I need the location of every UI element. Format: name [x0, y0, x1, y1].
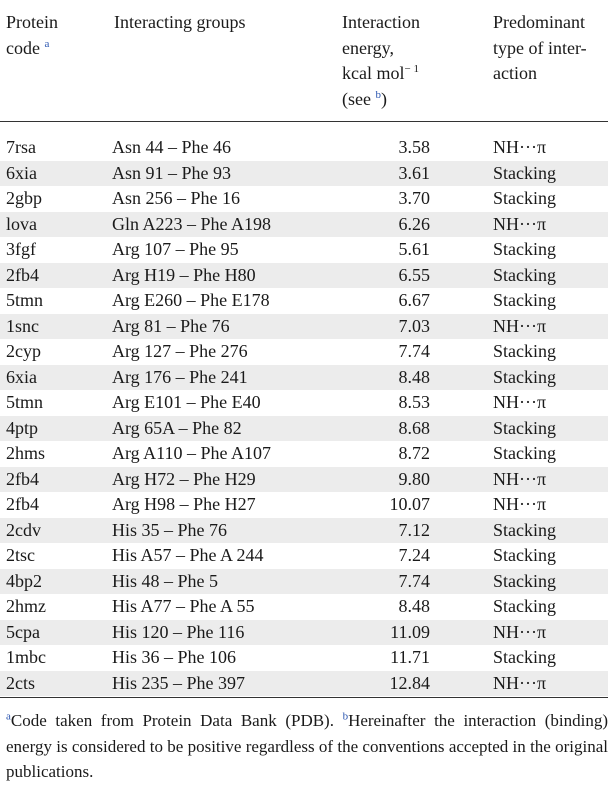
cell-protein-code: 5tmn — [6, 290, 44, 310]
cell-interacting-groups: Asn 256 – Phe 16 — [112, 188, 241, 208]
cell-interacting-groups: His 48 – Phe 5 — [112, 570, 219, 591]
cell-interacting-groups: Asn 44 – Phe 46 — [112, 137, 232, 157]
cell-interacting-groups: His 235 – Phe 397 — [112, 672, 246, 693]
cell-interaction-type: Stacking — [493, 570, 556, 591]
cell-interaction-energy: 3.61 — [398, 162, 430, 183]
table-row — [0, 492, 608, 518]
cell-interaction-energy: 7.24 — [398, 545, 430, 565]
header-interaction-energy — [342, 10, 482, 112]
header-type-line3: action — [493, 63, 537, 83]
cell-interaction-type: NH···π — [493, 468, 547, 489]
cell-interacting-groups: His 35 – Phe 76 — [112, 519, 228, 540]
cell-interaction-type: NH···π — [493, 137, 547, 157]
cell-interaction-type: Stacking — [493, 162, 556, 183]
cell-interacting-groups: Arg 81 – Phe 76 — [112, 315, 230, 336]
cell-interaction-energy: 7.74 — [398, 341, 430, 361]
cell-interaction-type: Stacking — [493, 519, 556, 540]
cell-protein-code: 1snc — [6, 315, 39, 336]
cell-interaction-type: Stacking — [493, 366, 556, 387]
cell-interaction-type: NH···π — [493, 392, 547, 412]
table-row — [0, 212, 608, 238]
cell-interaction-type: NH···π — [493, 621, 547, 642]
footnote-b-text: Hereinafter the interaction (binding) energy is considered to be positive regardless of the conventions accepted in the original publications. — [6, 711, 608, 781]
table-row — [0, 314, 608, 340]
cell-protein-code: 2gbp — [6, 188, 42, 208]
header-energy-close: ) — [380, 88, 387, 109]
cell-interaction-energy: 3.70 — [398, 188, 430, 208]
cell-protein-code: 5tmn — [6, 392, 44, 412]
header-interacting-groups: Interacting groups — [114, 12, 246, 32]
cell-interaction-type: Stacking — [493, 443, 556, 463]
cell-protein-code: 2fb4 — [6, 468, 39, 489]
cell-protein-code: 2cts — [6, 672, 35, 693]
cell-interaction-energy: 12.84 — [389, 672, 430, 693]
cell-interaction-energy: 8.48 — [398, 596, 430, 616]
cell-interaction-energy: 8.53 — [398, 392, 430, 412]
cell-interaction-energy: 10.07 — [389, 494, 430, 514]
cell-interaction-type: Stacking — [493, 417, 556, 438]
header-interaction-type — [493, 10, 610, 87]
cell-interaction-type: NH···π — [493, 315, 547, 336]
cell-interaction-type: Stacking — [493, 188, 556, 208]
cell-interacting-groups: Arg E101 – Phe E40 — [112, 392, 261, 412]
cell-interacting-groups: His A77 – Phe A 55 — [112, 596, 255, 616]
footnote-a-marker: a — [44, 37, 50, 50]
table-row — [0, 569, 608, 595]
cell-protein-code: 6xia — [6, 162, 37, 183]
cell-interaction-energy: 9.80 — [398, 468, 430, 489]
cell-protein-code: 7rsa — [6, 137, 36, 157]
cell-interacting-groups: Arg H98 – Phe H27 — [112, 494, 256, 514]
table-row — [0, 339, 608, 365]
cell-interacting-groups: Arg 176 – Phe 241 — [112, 366, 248, 387]
cell-interaction-energy: 8.72 — [398, 443, 430, 463]
table-row — [0, 186, 608, 212]
table-body — [0, 135, 608, 696]
cell-interaction-energy: 11.71 — [390, 647, 430, 667]
header-unit-exponent: − 1 — [404, 63, 419, 75]
footnote-a-label: a — [6, 710, 11, 723]
cell-protein-code: 2hmz — [6, 596, 46, 616]
cell-interaction-type: Stacking — [493, 264, 556, 285]
cell-protein-code: 1mbc — [6, 647, 46, 667]
table-row — [0, 441, 608, 467]
table-row — [0, 263, 608, 289]
cell-interacting-groups: Arg 127 – Phe 276 — [112, 341, 248, 361]
cell-interaction-type: Stacking — [493, 290, 556, 310]
cell-protein-code: 2tsc — [6, 545, 35, 565]
cell-interaction-type: Stacking — [493, 545, 556, 565]
footnote-b-label: b — [342, 710, 349, 723]
cell-protein-code: 6xia — [6, 366, 37, 387]
cell-protein-code: 2hms — [6, 443, 46, 463]
cell-interacting-groups: Arg A110 – Phe A107 — [112, 443, 272, 463]
table-row — [0, 390, 608, 416]
cell-interacting-groups: Arg E260 – Phe E178 — [112, 290, 270, 310]
cell-interaction-type: Stacking — [493, 647, 556, 667]
cell-interacting-groups: Arg 107 – Phe 95 — [112, 239, 239, 259]
cell-interaction-type: NH···π — [493, 213, 547, 234]
cell-interaction-energy: 8.48 — [398, 366, 430, 387]
table-row — [0, 594, 608, 620]
bottom-rule — [0, 697, 608, 698]
header-rule — [0, 121, 608, 122]
cell-interaction-type: NH···π — [493, 494, 547, 514]
cell-interaction-energy: 6.26 — [398, 213, 430, 234]
cell-interaction-energy: 7.03 — [398, 315, 430, 336]
cell-interaction-energy: 5.61 — [398, 239, 430, 259]
table-footnotes — [6, 708, 608, 785]
cell-interaction-type: Stacking — [493, 596, 556, 616]
cell-interaction-energy: 8.68 — [398, 417, 430, 438]
cell-interacting-groups: Gln A223 – Phe A198 — [112, 213, 272, 234]
cell-protein-code: 2cdv — [6, 519, 41, 540]
cell-interaction-energy: 7.12 — [398, 519, 430, 540]
table-row — [0, 620, 608, 646]
table-row — [0, 288, 608, 314]
table-row — [0, 671, 608, 697]
table-row — [0, 416, 608, 442]
cell-protein-code: 4bp2 — [6, 570, 42, 591]
table-row — [0, 365, 608, 391]
cell-interaction-type: NH···π — [493, 672, 547, 693]
cell-interaction-energy: 11.09 — [390, 621, 430, 642]
cell-interaction-energy: 7.74 — [398, 570, 430, 591]
cell-protein-code: 2cyp — [6, 341, 41, 361]
cell-interacting-groups: Arg 65A – Phe 82 — [112, 417, 242, 438]
header-type-line1: Predominant — [493, 12, 585, 32]
cell-protein-code: 3fgf — [6, 239, 36, 259]
header-energy-see: (see — [342, 88, 371, 109]
header-energy-unit: kcal mol — [342, 63, 405, 83]
table-row — [0, 518, 608, 544]
cell-interacting-groups: Arg H19 – Phe H80 — [112, 264, 256, 285]
cell-interacting-groups: His 120 – Phe 116 — [112, 621, 245, 642]
cell-interaction-type: Stacking — [493, 341, 556, 361]
table-header — [0, 10, 610, 118]
cell-interaction-energy: 6.67 — [398, 290, 430, 310]
header-type-line2: type of inter- — [493, 37, 587, 58]
cell-interaction-type: Stacking — [493, 239, 556, 259]
cell-protein-code: 2fb4 — [6, 264, 39, 285]
header-protein-code — [6, 10, 106, 61]
cell-interacting-groups: Arg H72 – Phe H29 — [112, 468, 256, 489]
table-row — [0, 135, 608, 161]
cell-protein-code: 2fb4 — [6, 494, 39, 514]
header-protein-line2: code — [6, 37, 40, 58]
cell-protein-code: 4ptp — [6, 417, 39, 438]
table-row — [0, 237, 608, 263]
cell-interacting-groups: Asn 91 – Phe 93 — [112, 162, 232, 183]
cell-interaction-energy: 6.55 — [398, 264, 430, 285]
cell-interacting-groups: His A57 – Phe A 244 — [112, 545, 264, 565]
cell-interaction-energy: 3.58 — [398, 137, 430, 157]
header-protein-line1: Protein — [6, 12, 58, 32]
table-row — [0, 467, 608, 493]
cell-protein-code: 5cpa — [6, 621, 40, 642]
table-row — [0, 645, 608, 671]
cell-protein-code: lova — [6, 213, 37, 234]
footnote-a-text: Code taken from Protein Data Bank (PDB). — [10, 711, 334, 730]
footnote-b-marker: b — [375, 88, 381, 101]
table-row — [0, 543, 608, 569]
cell-interacting-groups: His 36 – Phe 106 — [112, 647, 237, 667]
table-row — [0, 161, 608, 187]
header-energy-line2: energy, — [342, 37, 394, 58]
header-energy-line1: Interaction — [342, 12, 420, 32]
